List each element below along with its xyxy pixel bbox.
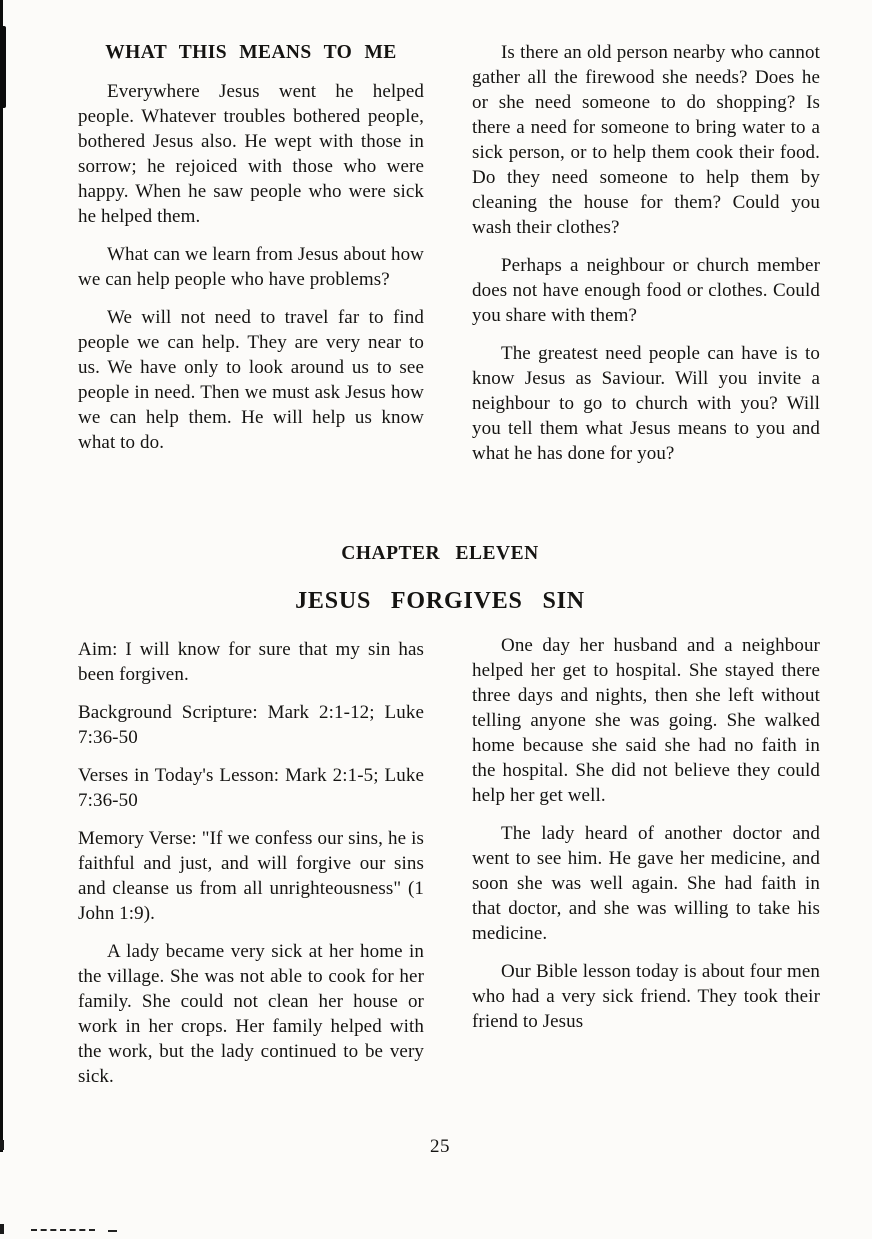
- lesson-left-column: [78, 637, 424, 1102]
- page-number: 25: [430, 1136, 450, 1157]
- paragraph: Perhaps a neighbour or church member does not have enough food or clothes. Could you share with them?: [472, 255, 820, 326]
- paragraph: Is there an old person nearby who cannot gather all the firewood she needs? Does he or she need someone to do shopping? Is there a need for someone to bring water to a sick person, or to help them cook their food. Do they need someone to help them by cleaning the house for them? Could you wash their clothes?: [472, 42, 820, 238]
- scan-edge-bar: [0, 0, 3, 1152]
- paragraph: A lady became very sick at her home in the village. She was not able to cook for her family. She could not clean her house or work in her crops. Her family helped with the work, but the lady continued to be very sick.: [78, 941, 424, 1087]
- scan-edge-tick: [0, 1224, 4, 1234]
- lesson-background-scripture: Background Scripture: Mark 2:1-12; Luke 7:36-50: [78, 702, 424, 748]
- scan-bottom-dashed-mark: [31, 1229, 95, 1231]
- lesson-right-column: [472, 633, 820, 1047]
- section-heading-what-this-means: WHAT THIS MEANS TO ME: [105, 42, 397, 63]
- scan-edge-bar-notch: [0, 26, 6, 108]
- paragraph: What can we learn from Jesus about how we can help people who have problems?: [78, 244, 424, 290]
- scan-bottom-dash-mark: [108, 1230, 117, 1232]
- paragraph: The lady heard of another doctor and went to see him. He gave her medicine, and soon she was well again. She had faith in that doctor, and she was willing to take his medicine.: [472, 823, 820, 944]
- chapter-title: JESUS FORGIVES SIN: [295, 588, 585, 614]
- paragraph: The greatest need people can have is to know Jesus as Saviour. Will you invite a neighbour to go to church with you? Will you tell them what Jesus means to you and what he has done for you?: [472, 343, 820, 464]
- paragraph: Our Bible lesson today is about four men who had a very sick friend. They took their friend to Jesus: [472, 961, 820, 1032]
- paragraph: We will not need to travel far to find people we can help. They are very near to us. We have only to look around us to see people in need. Then we must ask Jesus how we can help them. He will help us know what to do.: [78, 307, 424, 453]
- top-left-column: [78, 40, 424, 468]
- paragraph: One day her husband and a neighbour helped her get to hospital. She stayed there three days and nights, then she left without telling anyone she was going. She walked home because she said she had no faith in the hospital. She did not believe they could help her get well.: [472, 635, 820, 806]
- lesson-verses: Verses in Today's Lesson: Mark 2:1-5; Luke 7:36-50: [78, 765, 424, 811]
- chapter-kicker: CHAPTER ELEVEN: [341, 543, 539, 564]
- paragraph: Everywhere Jesus went he helped people. Whatever troubles bothered people, bothered Jesus also. He wept with those in sorrow; he rejoiced with those who were happy. When he saw people who were sick he helped them.: [78, 81, 424, 227]
- scan-edge-tick: [0, 1140, 4, 1150]
- top-right-column: [472, 40, 820, 479]
- lesson-memory-verse: Memory Verse: "If we confess our sins, he is faithful and just, and will forgive our sins and cleanse us from all unrighteousness" (1 John 1:9).: [78, 828, 424, 924]
- lesson-aim: Aim: I will know for sure that my sin has been forgiven.: [78, 639, 424, 685]
